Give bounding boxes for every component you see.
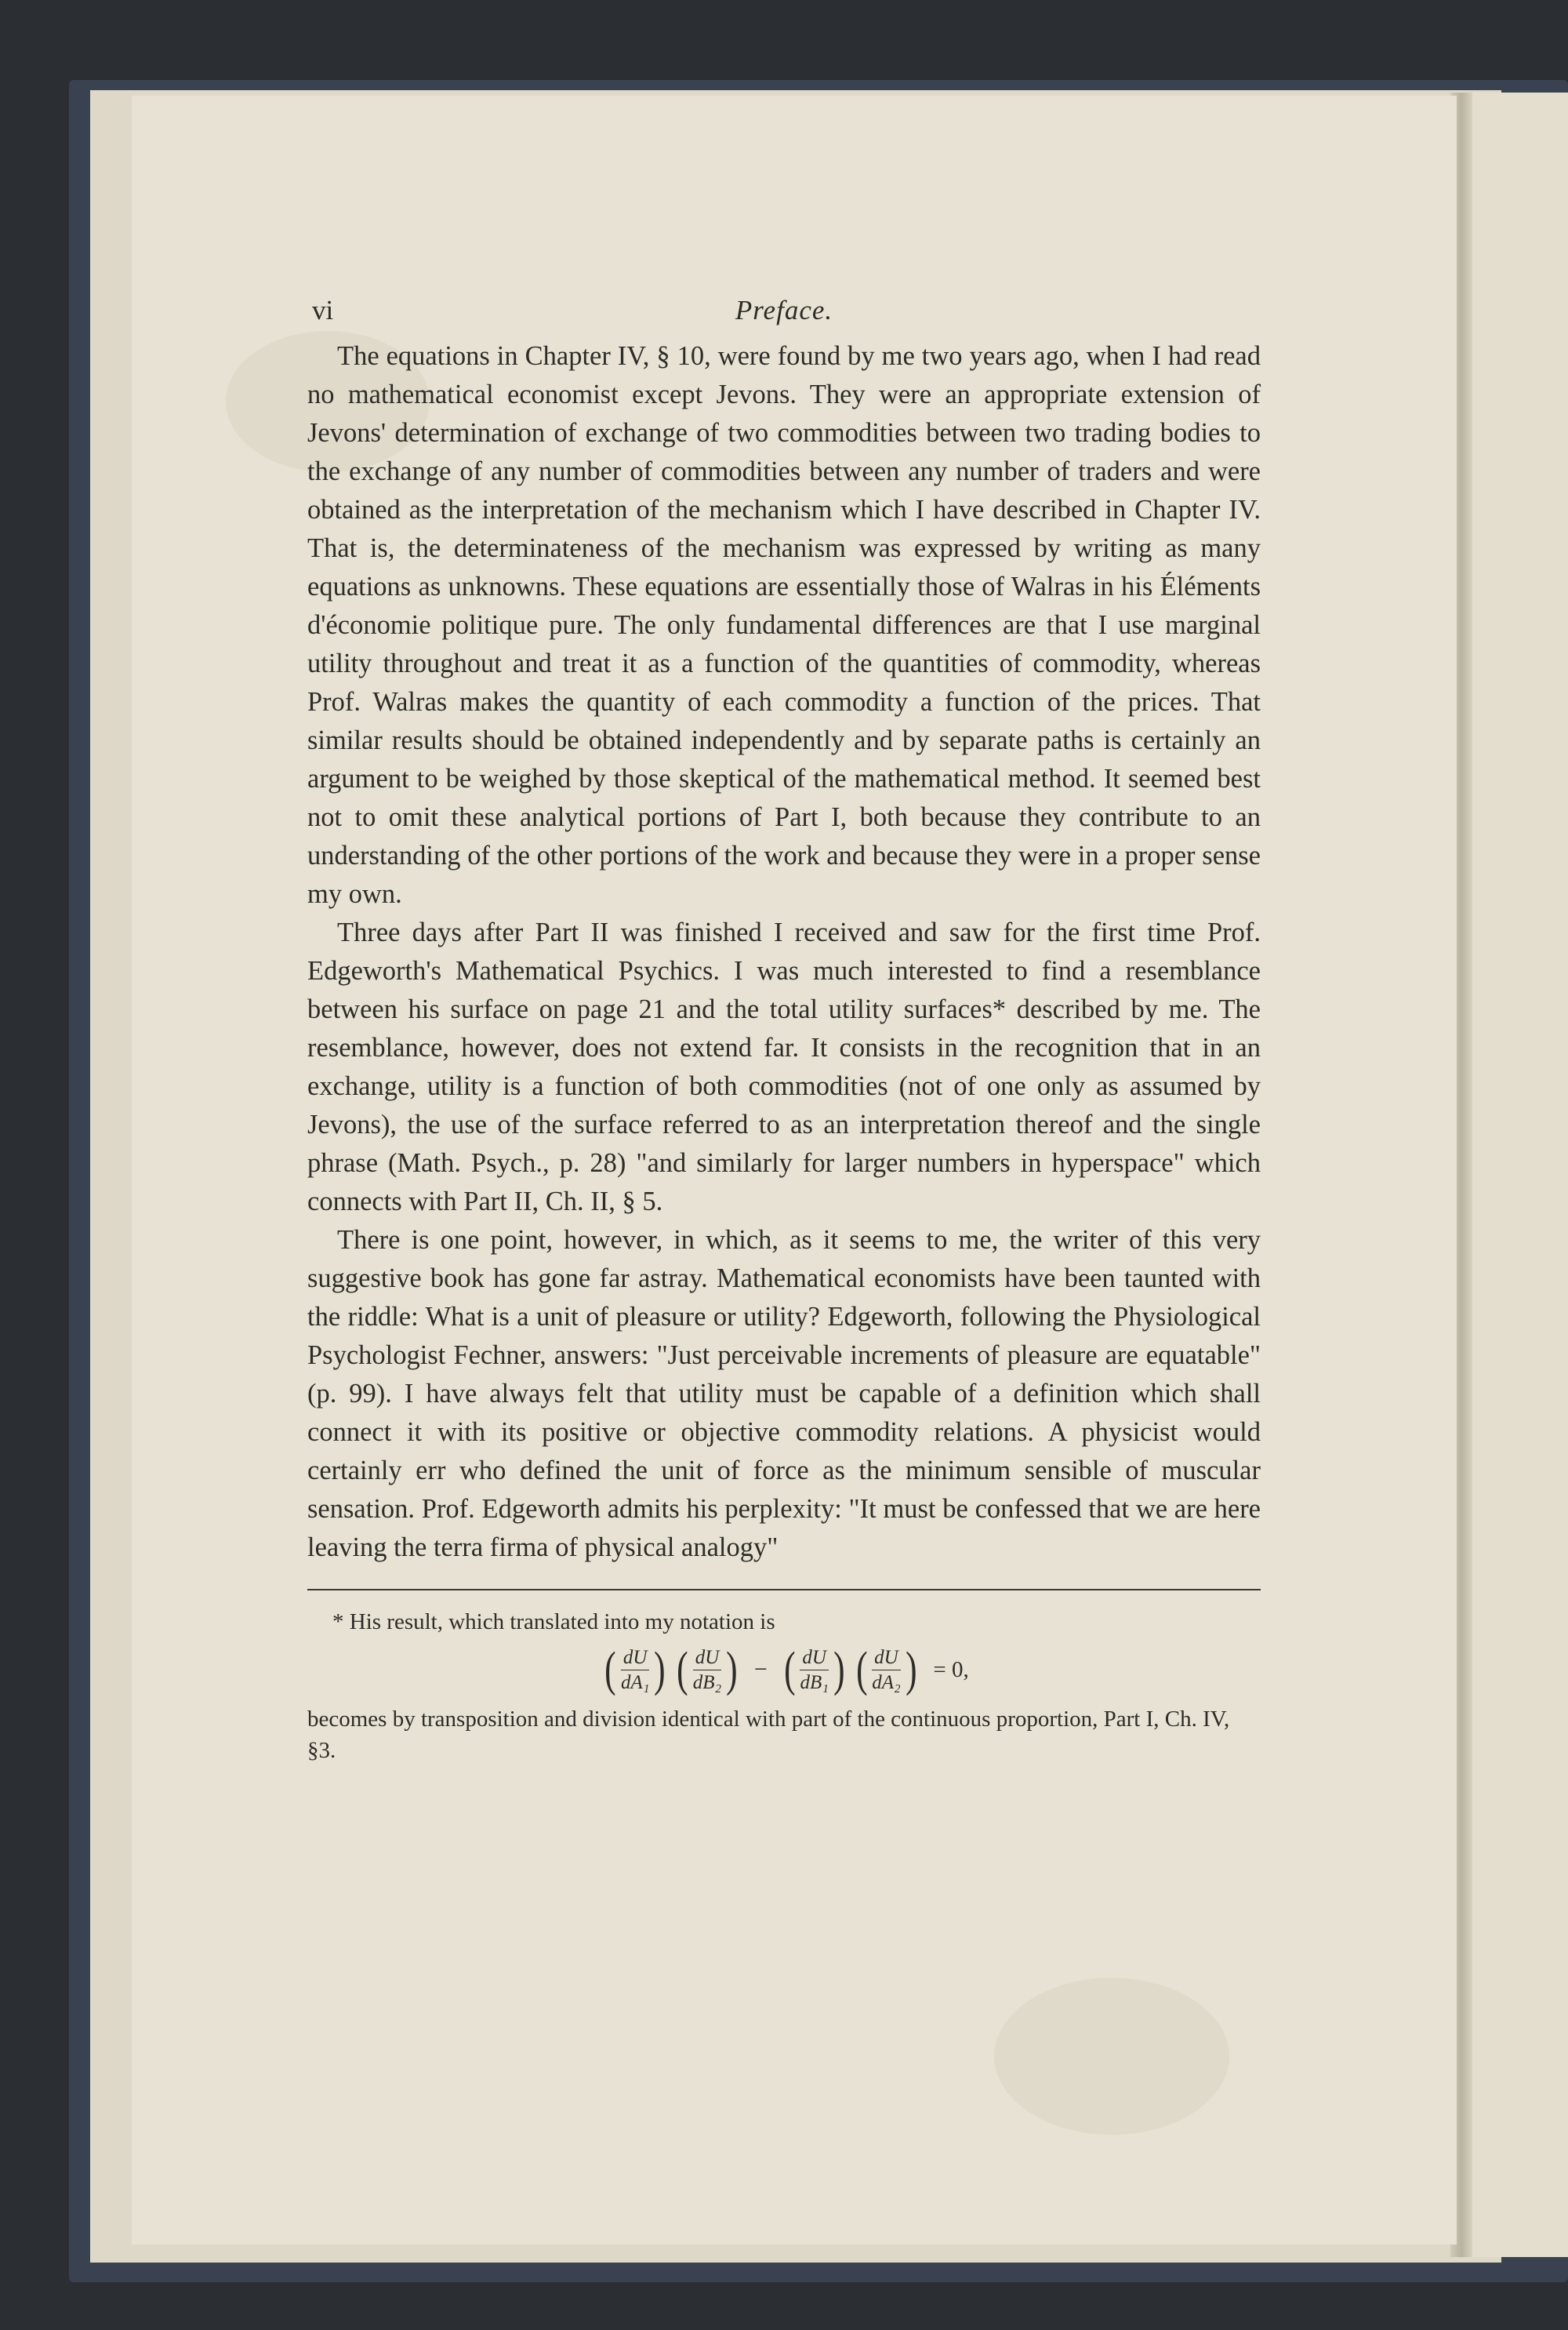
formula-denominator: dA₂ <box>872 1671 901 1693</box>
footnote-formula <box>307 1645 1261 1694</box>
paragraph: There is one point, however, in which, as it seems to me, the writer of this very suggestive book has gone far astray. Mathematical economists have been taunted with the riddle: What is a unit of pleasure or utility? Edgeworth, following the Physiological Psychologist Fechner, answers: "Just perceivable increments of pleasure are equatable" (p. 99). I have always felt that utility must be capable of a definition which shall connect it with its positive or objective commodity relations. A physicist would certainly err who defined the unit of force as the minimum sensible of muscular sensation. Prof. Edgeworth admits his perplexity: "It must be confessed that we are here leaving the terra firma of physical analogy" <box>307 1225 1261 1562</box>
page-content <box>307 282 1261 1766</box>
formula-term: ( $\frac{dU}{\text{dA₂}}$ ) <box>855 1643 917 1696</box>
formula-denominator: dA₁ <box>620 1671 650 1693</box>
formula-denominator: dB₂ <box>692 1671 722 1693</box>
formula-numerator: dU <box>693 1647 722 1670</box>
running-title: Preface. <box>735 295 833 325</box>
formula-operator: − <box>753 1656 768 1682</box>
paper-stain <box>994 1978 1229 2135</box>
formula-term: ( $\frac{dU}{\text{dB₁}}$ ) <box>783 1643 845 1696</box>
formula-result: = 0, <box>933 1657 969 1682</box>
facing-page <box>1465 93 1568 2257</box>
footnote-conclusion: becomes by transposition and division identical with part of the continuous proportion, Part I, Ch. IV, §3. <box>307 1707 1230 1763</box>
formula-numerator: dU <box>621 1647 650 1670</box>
paragraph: The equations in Chapter IV, § 10, were found by me two years ago, when I had read no mathematical economist except Jevons. They were an appropriate extension of Jevons' determination of exchange of two commodities between two trading bodies to the exchange of any number of commodities between any number of traders and were obtained as the interpretation of the mechanism which I have described in Chapter IV. That is, the determinateness of the mechanism was expressed by writing as many equations as unknowns. These equations are essentially those of Walras in his Éléments d'économie politique pure. The only fundamental differences are that I use marginal utility throughout and treat it as a function of the quantities of commodity, whereas Prof. Walras makes the quantity of each commodity a function of the prices. That similar results should be obtained independently and by separate paths is certainly an argument to be weighed by those skeptical of the mathematical method. It seemed best not to omit these analytical portions of Part I, both because they contribute to an understanding of the other portions of the work and because they were in a proper sense my own. <box>307 341 1261 909</box>
footnote-rule <box>307 1589 1261 1590</box>
paragraph: Three days after Part II was finished I received and saw for the first time Prof. Edgeworth's Mathematical Psychics. I was much interested to find a resemblance between his surface on page 21 and the total utility surfaces* described by me. The resemblance, however, does not extend far. It consists in the recognition that in an exchange, utility is a function of both commodities (not of one only as assumed by Jevons), the use of the surface referred to as an interpretation thereof and the single phrase (Math. Psych., p. 28) "and similarly for larger numbers in hyperspace" which connects with Part II, Ch. II, § 5. <box>307 918 1261 1216</box>
footnote <box>307 1606 1261 1766</box>
formula-term: ( $\frac{dU}{\text{dB₂}}$ ) <box>677 1643 738 1696</box>
footnote-intro: * His result, which translated into my notation is <box>332 1609 775 1634</box>
formula-numerator: dU <box>800 1647 829 1670</box>
page-header <box>307 282 1261 337</box>
formula-denominator: dB₁ <box>800 1671 829 1693</box>
page-number: vi <box>312 295 334 325</box>
formula-term: ( $\frac{dU}{\text{dA₁}}$ ) <box>604 1643 666 1696</box>
formula-numerator: dU <box>872 1647 901 1670</box>
body-text <box>307 337 1261 1567</box>
